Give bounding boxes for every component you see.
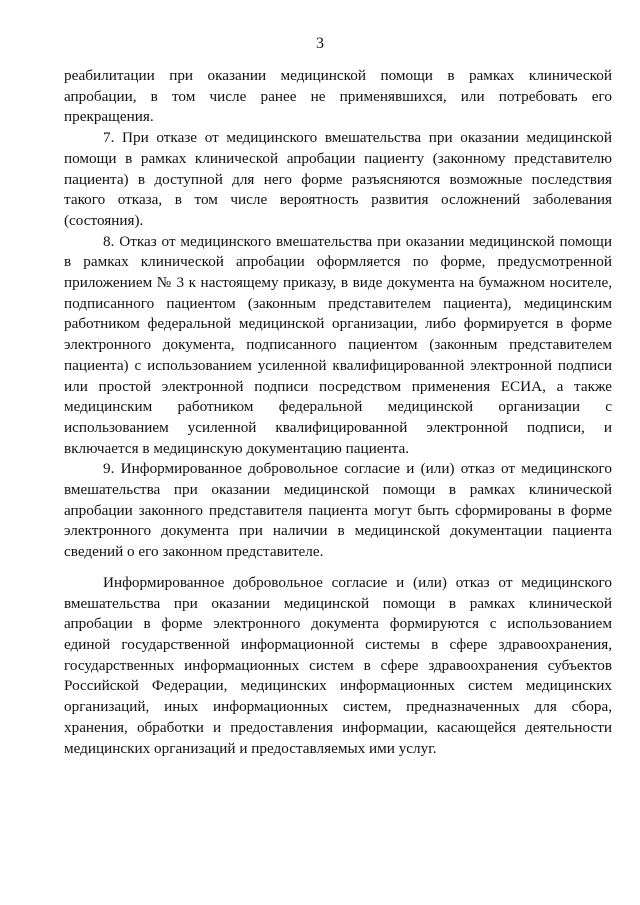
page-number: 3 (316, 35, 324, 52)
paragraph-9-continued: Информированное добровольное согласие и (или) отказ от медицинского вмешательства при оказании медицинской помощи в рамках клинической апробации в форме электронного документа формируются с использованием единой государственной информационной системы в сфере здравоохранения, государственных информационных систем в сфере здравоохранения субъектов Российской Федерации, медицинских информационных систем медицинских организаций, иных информационных систем, предназначенных для сбора, хранения, обработки и предоставления информации, касающейся деятельности медицинских организаций и предоставляемых ими услуг. (64, 573, 612, 757)
paragraph-continuation: реабилитации при оказании медицинской помощи в рамках клинической апробации, в том числе ранее не применявшихся, или потребовать его прекращения. (64, 67, 612, 126)
paragraph-8: 8. Отказ от медицинского вмешательства при оказании медицинской помощи в рамках клинической апробации оформляется по форме, предусмотренной приложением № 3 к настоящему приказу, в виде документа на бумажном носителе, подписанного пациентом (законным представителем пациента), медицинским работником федеральной медицинской организации, либо формируется в форме электронного документа, подписанного пациентом (законным представителем пациента) с использованием усиленной квалифицированной электронной подписи или простой электронной подписи посредством применения ЕСИА, а также медицинским работником федеральной медицинской организации с использованием усиленной квалифицированной электронной подписи, и включается в медицинскую документацию пациента. (64, 232, 612, 457)
paragraph-9: 9. Информированное добровольное согласие и (или) отказ от медицинского вмешательства при оказании медицинской помощи в рамках клинической апробации законного представителя пациента могут быть сформированы в форме электронного документа при наличии в медицинской документации пациента сведений о его законном представителе. (64, 460, 612, 561)
document-body (64, 66, 612, 759)
paragraph-7: 7. При отказе от медицинского вмешательства при оказании медицинской помощи в рамках клинической апробации пациенту (законному представителю пациента) в доступной для него форме разъясняются возможные последствия такого отказа, в том числе вероятность развития осложнений заболевания (состояния). (64, 129, 612, 229)
